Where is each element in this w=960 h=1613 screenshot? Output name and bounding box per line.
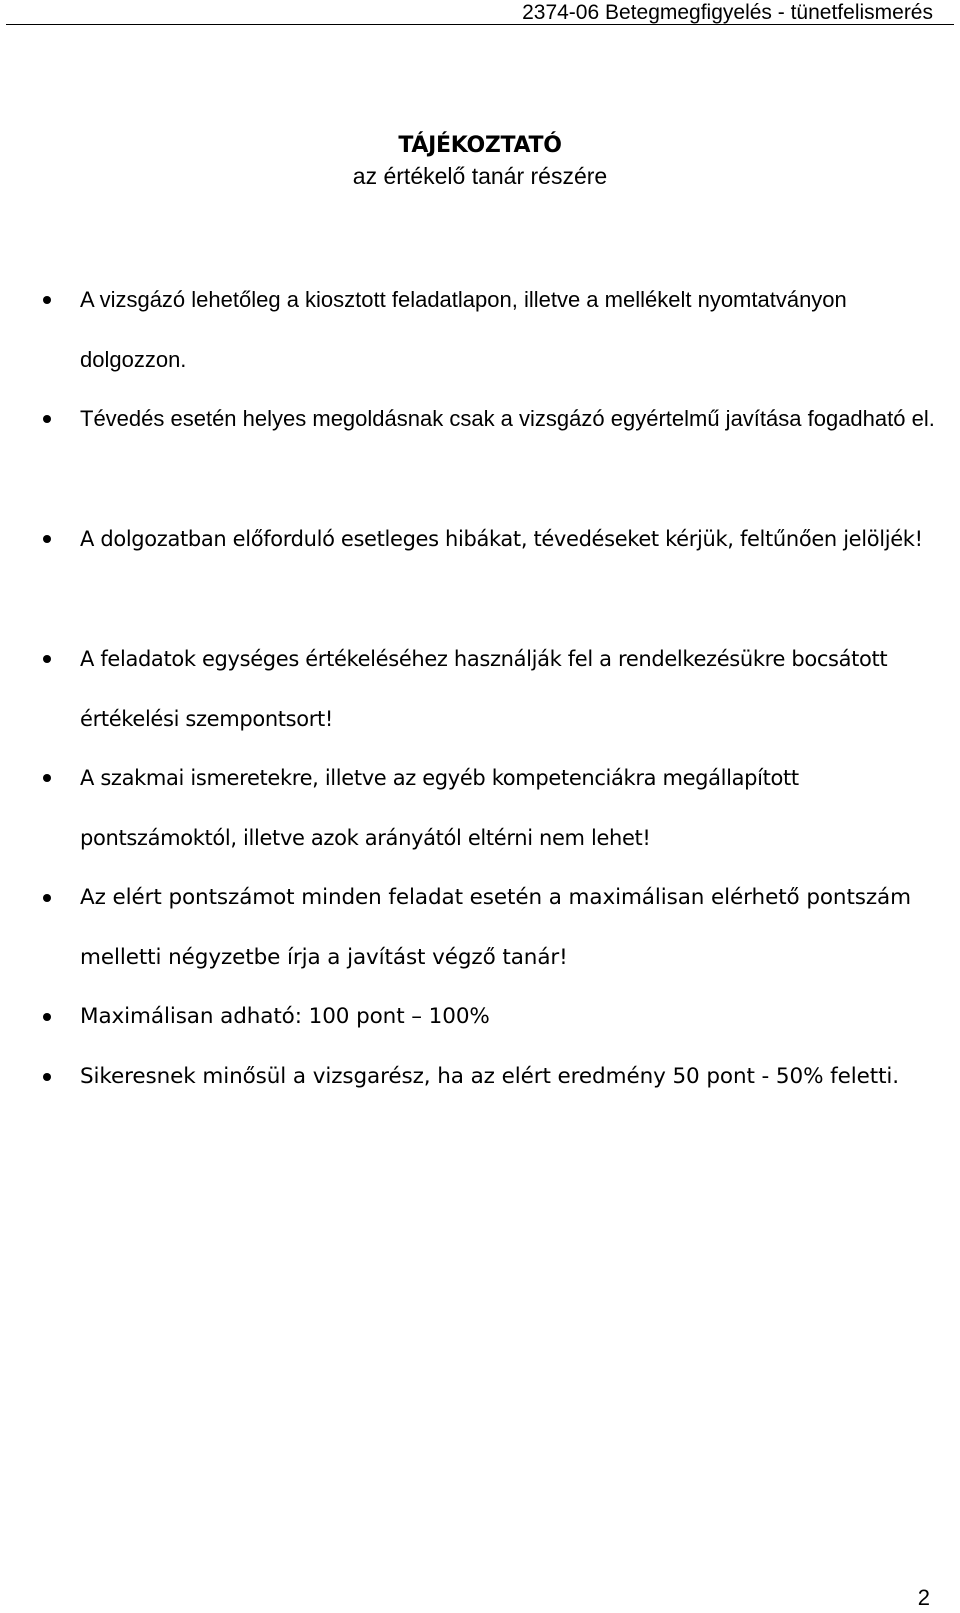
list-item-text: A feladatok egységes értékeléséhez használják fel a rendelkezésükre bocsátott értékelési szempontsort! xyxy=(80,647,888,731)
running-header xyxy=(0,0,960,26)
list-item-text: Maximálisan adható: 100 pont – 100% xyxy=(80,1004,490,1029)
bullet-icon xyxy=(43,1073,51,1081)
running-header-title: 2374-06 Betegmegfigyelés - tünetfelismerés xyxy=(522,1,933,24)
bullet-icon xyxy=(43,296,51,304)
header-rule xyxy=(6,24,954,25)
list-item-text: Az elért pontszámot minden feladat esetén a maximálisan elérhető pontszám melletti négyzetbe írja a javítást végző tanár! xyxy=(80,885,911,970)
list-item-text: Sikeresnek minősül a vizsgarész, ha az elért eredmény 50 pont - 50% feletti. xyxy=(80,1064,900,1089)
list-item-text: A vizsgázó lehetőleg a kiosztott feladatlapon, illetve a mellékelt nyomtatványon dolgozzon. xyxy=(80,287,847,372)
bullet-icon xyxy=(43,774,51,782)
title-block xyxy=(0,132,960,190)
list-item-text: A szakmai ismeretekre, illetve az egyéb kompetenciákra megállapított pontszámoktól, illetve azok arányától eltérni nem lehet! xyxy=(80,766,799,850)
bullet-icon xyxy=(43,1013,51,1021)
bullet-icon xyxy=(43,415,51,423)
bullet-icon xyxy=(43,655,51,663)
bullet-icon xyxy=(43,894,51,902)
document-subtitle: az értékelő tanár részére xyxy=(352,163,608,189)
list-item-text: A dolgozatban előforduló esetleges hibákat, tévedéseket kérjük, feltűnően jelöljék! xyxy=(80,527,923,551)
bullet-icon xyxy=(43,535,51,543)
page-number: 2 xyxy=(917,1585,930,1610)
document-title: TÁJÉKOZTATÓ xyxy=(398,133,562,158)
list-item-text: Tévedés esetén helyes megoldásnak csak a vizsgázó egyértelmű javítása fogadható el. xyxy=(80,406,935,431)
